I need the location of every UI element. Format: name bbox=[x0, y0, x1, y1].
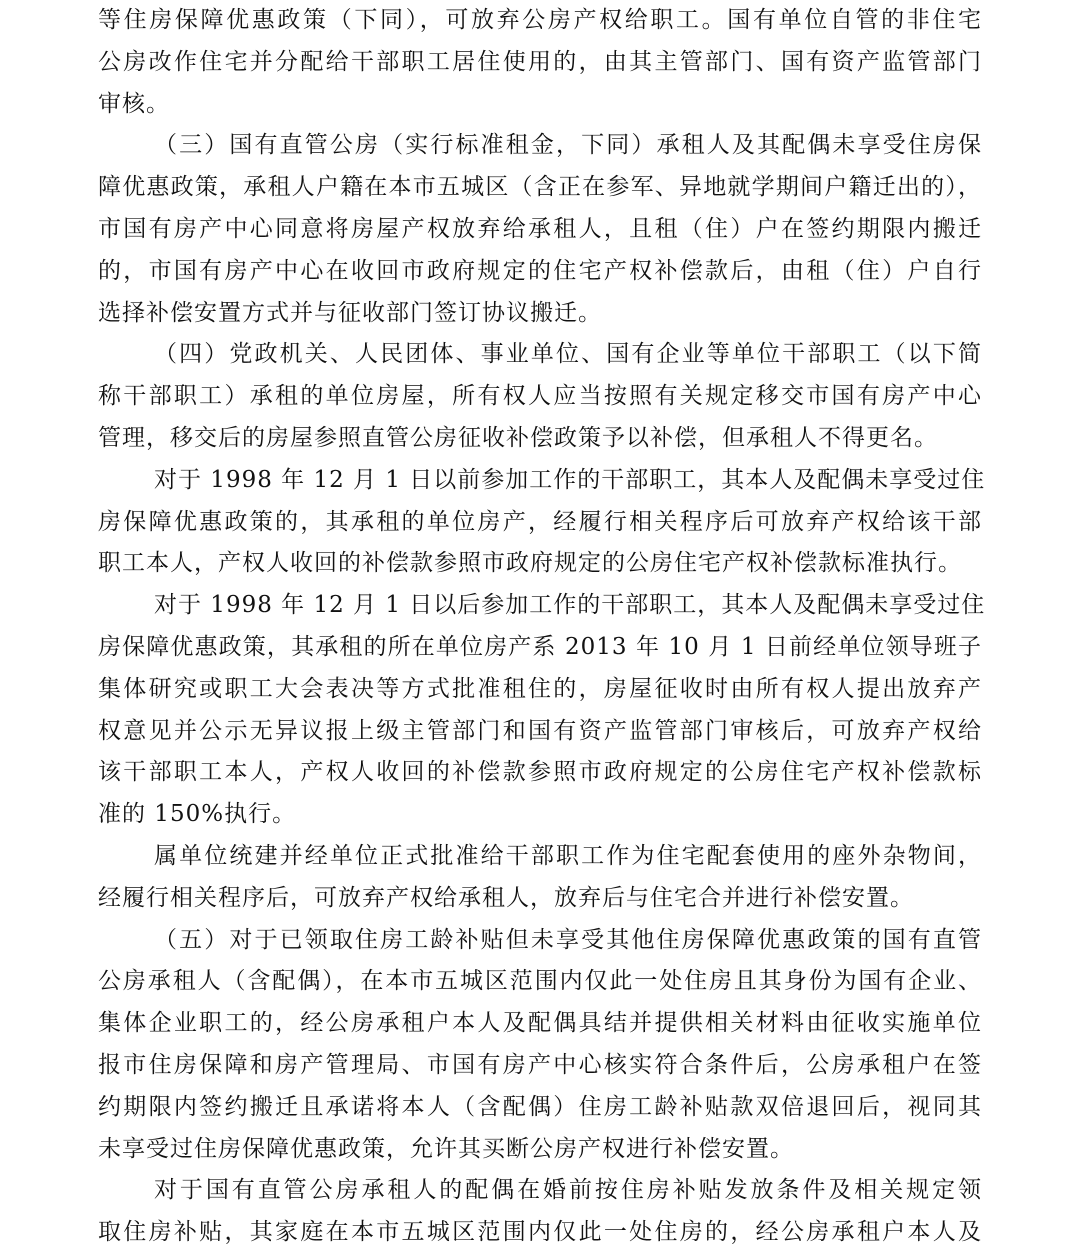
text-line: 公房改作住宅并分配给干部职工居住使用的，由其主管部门、国有资产监管部门 bbox=[98, 48, 982, 75]
text-line: 集体企业职工的，经公房承租户本人及配偶具结并提供相关材料由征收实施单位 bbox=[98, 1010, 982, 1037]
paragraph-start: 对于国有直管公房承租人的配偶在婚前按住房补贴发放条件及相关规定领 bbox=[154, 1177, 982, 1204]
text-line: 房保障优惠政策的，其承租的单位房产，经履行相关程序后可放弃产权给该干部 bbox=[98, 508, 982, 535]
paragraph-five-start: （五）对于已领取住房工龄补贴但未享受其他住房保障优惠政策的国有直管 bbox=[154, 926, 982, 953]
text-line: 称干部职工）承租的单位房屋，所有权人应当按照有关规定移交市国有房产中心 bbox=[98, 383, 982, 410]
paragraph-three-start: （三）国有直管公房（实行标准租金，下同）承租人及其配偶未享受住房保 bbox=[154, 132, 982, 159]
text-line: 权意见并公示无异议报上级主管部门和国有资产监管部门审核后，可放弃产权给 bbox=[98, 717, 982, 744]
paragraph-start: 对于 1998 年 12 月 1 日以前参加工作的干部职工，其本人及配偶未享受过住 bbox=[154, 466, 986, 493]
paragraph-start: 属单位统建并经单位正式批准给干部职工作为住宅配套使用的座外杂物间， bbox=[154, 842, 982, 869]
document-body bbox=[98, 0, 986, 1254]
text-line: 的，市国有房产中心在收回市政府规定的住宅产权补偿款后，由租（住）户自行 bbox=[98, 257, 982, 284]
text-line: 未享受过住房保障优惠政策，允许其买断公房产权进行补偿安置。 bbox=[98, 1135, 794, 1162]
paragraph-start: 对于 1998 年 12 月 1 日以后参加工作的干部职工，其本人及配偶未享受过住 bbox=[154, 592, 986, 619]
text-line: 审核。 bbox=[98, 90, 170, 117]
text-line: 经履行相关程序后，可放弃产权给承租人，放弃后与住宅合并进行补偿安置。 bbox=[98, 884, 914, 911]
paragraph-four-start: （四）党政机关、人民团体、事业单位、国有企业等单位干部职工（以下简 bbox=[154, 341, 982, 368]
text-line: 该干部职工本人，产权人收回的补偿款参照市政府规定的公房住宅产权补偿款标 bbox=[98, 759, 982, 786]
text-line: 报市住房保障和房产管理局、市国有房产中心核实符合条件后，公房承租户在签 bbox=[98, 1051, 982, 1078]
text-line: 房保障优惠政策，其承租的所在单位房产系 2013 年 10 月 1 日前经单位领导班子 bbox=[98, 633, 982, 660]
text-line: 职工本人，产权人收回的补偿款参照市政府规定的公房住宅产权补偿款标准执行。 bbox=[98, 550, 962, 577]
text-line: 障优惠政策，承租人户籍在本市五城区（含正在参军、异地就学期间户籍迁出的）， bbox=[98, 174, 982, 201]
text-line: 取住房补贴，其家庭在本市五城区范围内仅此一处住房的，经公房承租户本人及 bbox=[98, 1219, 982, 1246]
text-line: 约期限内签约搬迁且承诺将本人（含配偶）住房工龄补贴款双倍退回后，视同其 bbox=[98, 1093, 982, 1120]
text-line: 管理，移交后的房屋参照直管公房征收补偿政策予以补偿，但承租人不得更名。 bbox=[98, 424, 938, 451]
text-line: 准的 150%执行。 bbox=[98, 801, 297, 828]
text-line: 等住房保障优惠政策（下同），可放弃公房产权给职工。国有单位自管的非住宅 bbox=[98, 7, 982, 33]
text-line: 选择补偿安置方式并与征收部门签订协议搬迁。 bbox=[98, 299, 602, 326]
text-line: 市国有房产中心同意将房屋产权放弃给承租人，且租（住）户在签约期限内搬迁 bbox=[98, 215, 982, 242]
text-line: 集体研究或职工大会表决等方式批准租住的，房屋征收时由所有权人提出放弃产 bbox=[98, 675, 982, 702]
text-line: 公房承租人（含配偶），在本市五城区范围内仅此一处住房且其身份为国有企业、 bbox=[98, 968, 982, 995]
